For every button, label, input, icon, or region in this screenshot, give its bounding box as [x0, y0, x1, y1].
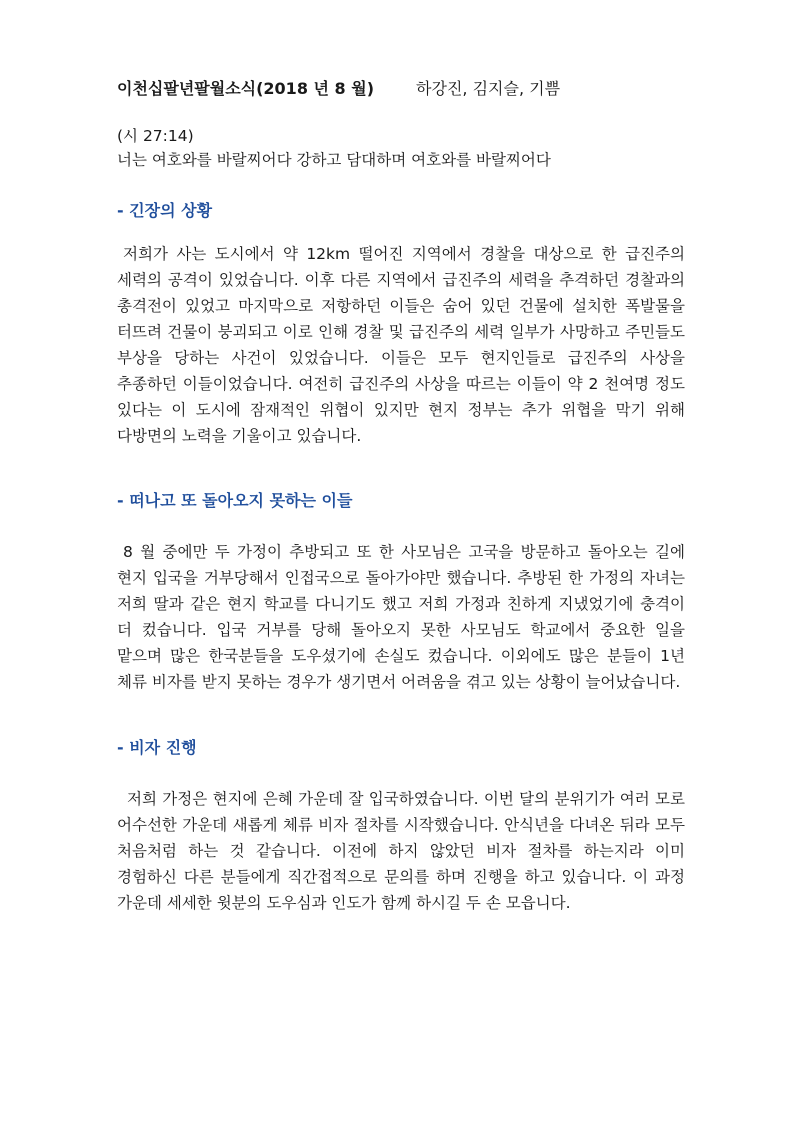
section-heading-departures: - 떠나고 또 돌아오지 못하는 이들 [117, 491, 353, 510]
newsletter-authors: 하강진, 김지슬, 기쁨 [416, 79, 561, 98]
newsletter-title: 이천십팔년팔월소식(2018 년 8 월) [117, 79, 375, 98]
section-body-tension: 저희가 사는 도시에서 약 12km 떨어진 지역에서 경찰을 대상으로 한 급진주의 세력의 공격이 있었습니다. 이후 다른 지역에서 급진주의 세력을 추격하던 경찰과의 총격전이 있었고 마지막으로 저항하던 이들은 숨어 있던 건물에 설치한 폭발물을 터뜨려 건물이 붕괴되고 이로 인해 경찰 및 급진주의 세력 일부가 사망하고 주민들도 부상을 당하는 사건이 있었습니다. 이들은 모두 현지인들로 급진주의 사상을 추종하던 이들이었습니다. 여전히 급진주의 사상을 따르는 이들이 약 2 천여명 정도 있다는 이 도시에 잠재적인 위협이 있지만 현지 정부는 추가 위협을 막기 위해 다방면의 노력을 기울이고 있습니다. [117, 245, 685, 445]
bible-verse [117, 124, 697, 172]
section-body-visa: 저희 가정은 현지에 은혜 가운데 잘 입국하였습니다. 이번 달의 분위기가 여러 모로 어수선한 가운데 새롭게 체류 비자 절차를 시작했습니다. 안식년을 다녀온 뒤라 모두 처음처럼 하는 것 같습니다. 이전에 하지 않았던 비자 절차를 하는지라 이미 경험하신 다른 분들에게 직간접적으로 문의를 하며 진행을 하고 있습니다. 이 과정 가운데 세세한 윗분의 도우심과 인도가 함께 하시길 두 손 모읍니다. [117, 790, 685, 912]
newsletter-header [117, 78, 717, 100]
section-heading-tension: - 긴장의 상황 [117, 201, 213, 220]
section-heading-visa: - 비자 진행 [117, 738, 197, 757]
verse-reference: (시 27:14) [117, 127, 194, 145]
verse-text: 너는 여호와를 바랄찌어다 강하고 담대하며 여호와를 바랄찌어다 [117, 151, 551, 169]
section-body-departures: 8 월 중에만 두 가정이 추방되고 또 한 사모님은 고국을 방문하고 돌아오는 길에 현지 입국을 거부당해서 인접국으로 돌아가야만 했습니다. 추방된 한 가정의 자녀는 저희 딸과 같은 현지 학교를 다니기도 했고 저희 가정과 친하게 지냈었기에 충격이 더 컸습니다. 입국 거부를 당해 돌아오지 못한 사모님도 학교에서 중요한 일을 맡으며 많은 한국분들을 도우셨기에 손실도 컸습니다. 이외에도 많은 분들이 1년 체류 비자를 받지 못하는 경우가 생기면서 어려움을 겪고 있는 상황이 늘어났습니다. [117, 543, 685, 691]
